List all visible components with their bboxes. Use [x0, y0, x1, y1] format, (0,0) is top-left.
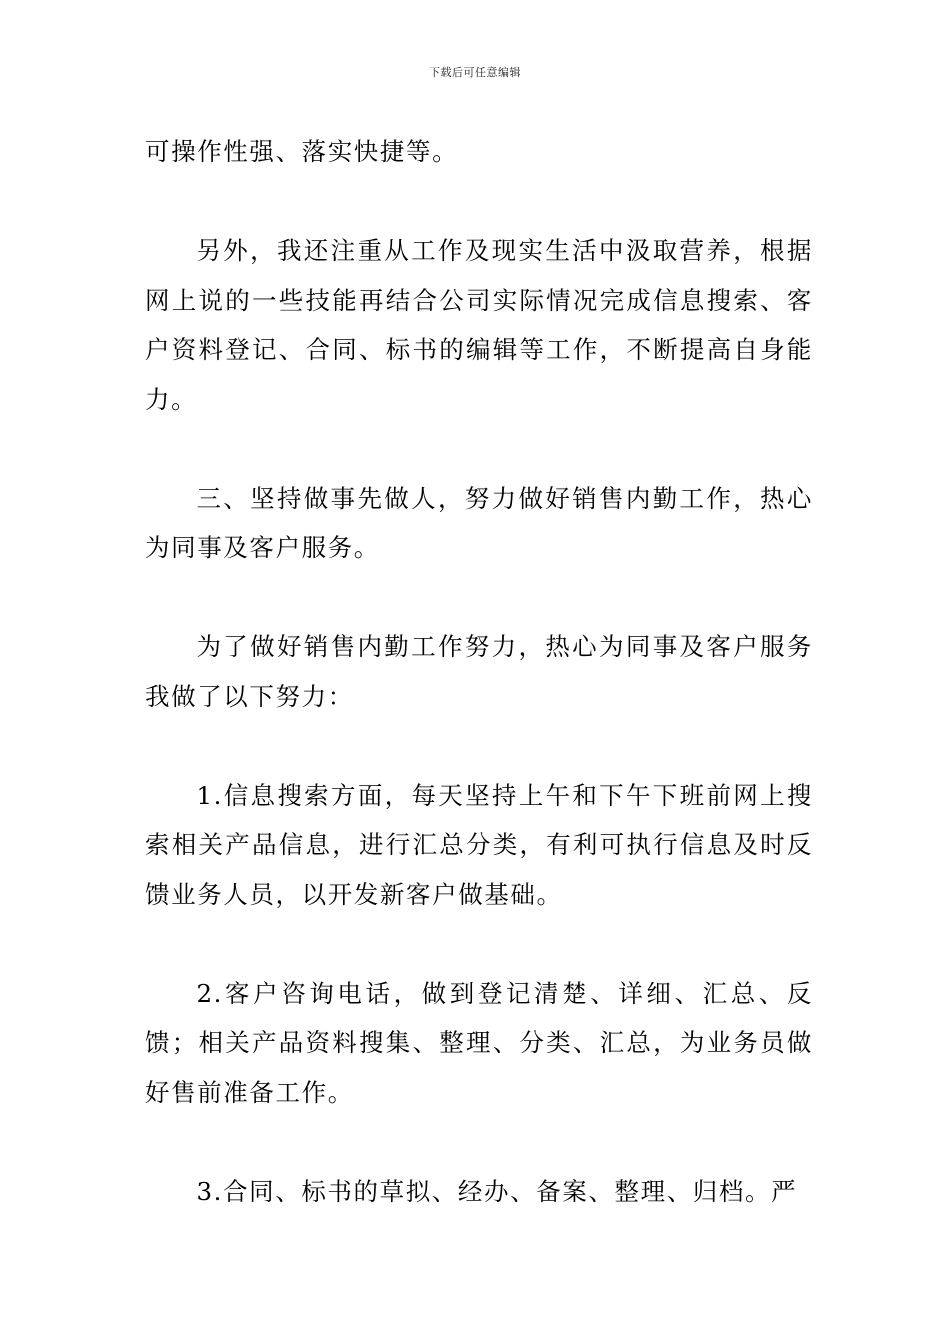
list-item-customer-calls: 2.客户咨询电话，做到登记清楚、详细、汇总、反馈；相关产品资料搜集、整理、分类、汇总，为业务员做好售前准备工作。 — [145, 978, 813, 1107]
list-item-contracts: 3.合同、标书的草拟、经办、备案、整理、归档。严 — [196, 1176, 798, 1206]
document-body — [145, 127, 813, 1216]
paragraph-continuation: 可操作性强、落实快捷等。 — [145, 137, 459, 166]
paragraph-efforts-intro: 为了做好销售内勤工作努力，热心为同事及客户服务我做了以下努力： — [145, 632, 813, 711]
section-heading-three: 三、坚持做事先做人，努力做好销售内勤工作，热心为同事及客户服务。 — [145, 483, 813, 562]
list-item-info-search: 1.信息搜索方面，每天坚持上午和下午下班前网上搜索相关产品信息，进行汇总分类，有利可执行信息及时反馈业务人员，以开发新客户做基础。 — [145, 780, 813, 909]
paragraph-self-improvement: 另外，我还注重从工作及现实生活中汲取营养，根据网上说的一些技能再结合公司实际情况完成信息搜索、客户资料登记、合同、标书的编辑等工作，不断提高自身能力。 — [145, 236, 813, 414]
page-header: 下载后可任意编辑 — [429, 66, 521, 79]
